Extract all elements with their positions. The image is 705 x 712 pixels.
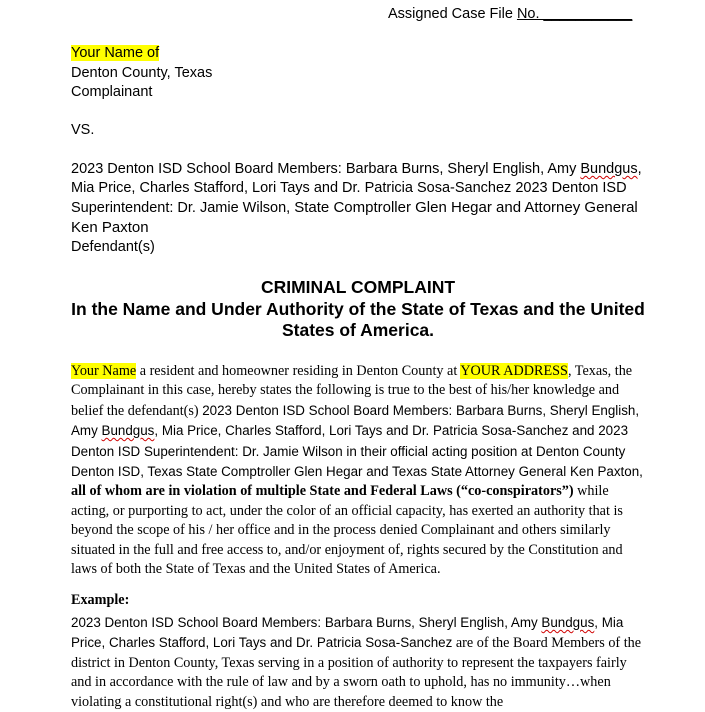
- defendants-role: Defendant(s): [71, 239, 155, 255]
- case-file-number: No. ___________: [516, 6, 633, 22]
- complainant-role: Complainant: [71, 84, 153, 100]
- complaint-defendants-a: 2023 Denton ISD School Board Members: Barbara Burns, Sheryl English, Amy: [71, 402, 640, 439]
- defendants-members-b: , Mia Price, Charles Stafford, Lori Tays and Dr. Patricia Sosa-Sanchez 2023 Denton ISD Superintendent: Dr. Jamie Wilson,: [71, 161, 642, 216]
- title-line-2: In the Name and Under Authority of the State of Texas and the United States of America.: [71, 298, 645, 340]
- your-name-placeholder: Your Name: [71, 363, 137, 379]
- defendants-members-a: 2023 Denton ISD School Board Members: Barbara Burns, Sheryl English, Amy: [71, 161, 581, 177]
- complainant-name-placeholder: Your Name of: [71, 45, 160, 61]
- complaint-paragraph: [71, 362, 647, 579]
- complaint-text-3: while acting, or purporting to act, under the color of an official capacity, has exerted an authority that is beyond the scope of his / her office and in the process denied Complainant and others similarly situated in the full and free access to, and/or enjoyment of, rights secured by the Constitution and laws of both the State of Texas and the United States of America.: [71, 483, 623, 578]
- defendants-block: [71, 160, 651, 257]
- title-line-1: CRIMINAL COMPLAINT: [260, 277, 456, 297]
- example-defendants-a: 2023 Denton ISD School Board Members: Barbara Burns, Sheryl English, Amy: [71, 615, 542, 630]
- example-paragraph: [71, 613, 647, 712]
- complainant-county: Denton County, Texas: [71, 64, 213, 81]
- case-file-header: [388, 6, 632, 22]
- complainant-block: [71, 44, 651, 103]
- complaint-text-1: a resident and homeowner residing in Denton County at: [136, 363, 461, 379]
- document-title: [60, 277, 656, 342]
- defendants-list: [71, 160, 651, 238]
- complaint-text-2: , Texas, the Complainant in this case, hereby states the following is true to the best of his/her knowledge and belief the defendant(s): [71, 363, 633, 419]
- your-address-placeholder: YOUR ADDRESS: [460, 363, 568, 379]
- example-heading: Example:: [71, 592, 130, 608]
- complaint-bundgus: Bundgus: [101, 423, 155, 439]
- example-text-1: are of the Board Members of the district in Denton County, Texas serving in a position of authority to represent the taxpayers fairly and in accordance with the rule of law and by a sworn oath to uphold, has no immunity…when violating a constitutional right(s) and who are therefore deemed to know the: [71, 635, 642, 710]
- defendants-bundgus: Bundgus: [580, 161, 638, 177]
- case-file-label: Assigned Case File: [388, 6, 517, 22]
- complaint-bold-statement: all of whom are in violation of multiple State and Federal Laws (“co-conspirators”): [71, 483, 574, 500]
- example-bundgus: Bundgus: [541, 615, 595, 630]
- complaint-defendants-b: , Mia Price, Charles Stafford, Lori Tays and Dr. Patricia Sosa-Sanchez and 2023 Denton ISD Superintendent: Dr. Jamie Wilson in their official acting position at Denton County Denton ISD, Texas State Comptroller Glen Hegar and Texas State Attorney General Ken Paxton,: [71, 423, 643, 480]
- defendants-officials: State Comptroller Glen Hegar and Attorney General Ken Paxton: [71, 199, 638, 236]
- versus-label: VS.: [71, 122, 95, 138]
- example-defendants-b: , Mia Price, Charles Stafford, Lori Tays and Dr. Patricia Sosa-Sanchez: [71, 615, 624, 651]
